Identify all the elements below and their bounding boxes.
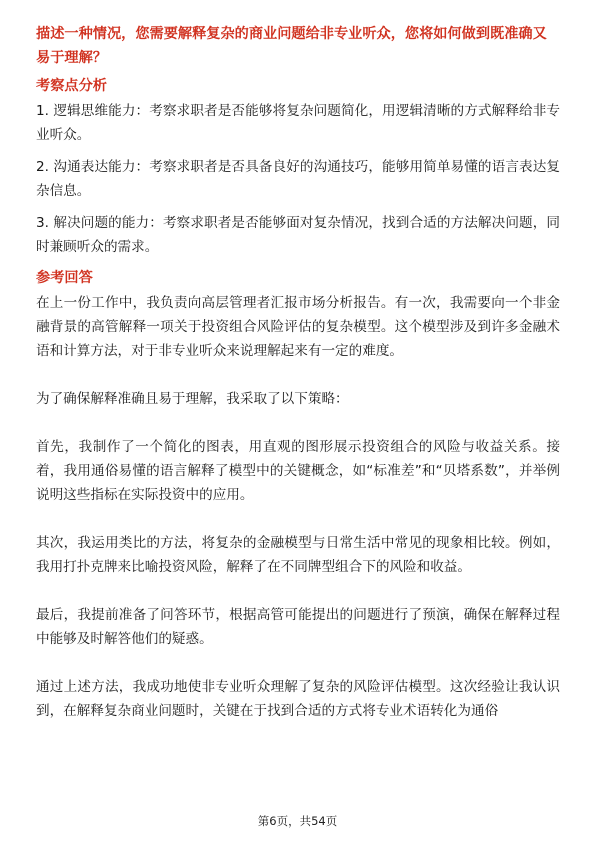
answer-paragraph-2: 为了确保解释准确且易于理解，我采取了以下策略： [36, 391, 349, 407]
paragraph-gap [36, 513, 560, 531]
analysis-item-3: 3. 解决问题的能力：考察求职者是否能够面对复杂情况，找到合适的方法解决问题，同时兼顾听众的需求。 [36, 215, 560, 255]
paragraph-gap [36, 585, 560, 603]
document-page [36, 22, 560, 729]
paragraph-gap [36, 417, 560, 435]
analysis-item-2: 2. 沟通表达能力：考察求职者是否具备良好的沟通技巧，能够用简单易懂的语言表达复杂信息。 [36, 159, 560, 199]
answer-paragraph-4: 其次，我运用类比的方法，将复杂的金融模型与日常生活中常见的现象相比较。例如，我用打扑克牌来比喻投资风险，解释了在不同牌型组合下的风险和收益。 [36, 535, 560, 575]
paragraph-gap [36, 369, 560, 387]
answer-paragraph-1: 在上一份工作中，我负责向高层管理者汇报市场分析报告。有一次，我需要向一个非金融背景的高管解释一项关于投资组合风险评估的复杂模型。这个模型涉及到许多金融术语和计算方法，对于非专业听众来说理解起来有一定的难度。 [36, 295, 560, 359]
answer-paragraph-3: 首先，我制作了一个简化的图表，用直观的图形展示投资组合的风险与收益关系。接着，我用通俗易懂的语言解释了模型中的关键概念，如“标准差”和“贝塔系数”，并举例说明这些指标在实际投资中的应用。 [36, 439, 560, 503]
analysis-section-title: 考察点分析 [36, 78, 107, 94]
page-number: 第6页，共54页 [257, 814, 338, 828]
analysis-item-1: 1. 逻辑思维能力：考察求职者是否能够将复杂问题简化，用逻辑清晰的方式解释给非专业听众。 [36, 103, 560, 143]
answer-paragraph-5: 最后，我提前准备了问答环节，根据高管可能提出的问题进行了预演，确保在解释过程中能够及时解答他们的疑惑。 [36, 607, 560, 647]
answer-paragraph-6: 通过上述方法，我成功地使非专业听众理解了复杂的风险评估模型。这次经验让我认识到，在解释复杂商业问题时，关键在于找到合适的方式将专业术语转化为通俗 [36, 679, 560, 719]
answer-section-title: 参考回答 [36, 270, 93, 286]
interview-question: 描述一种情况，您需要解释复杂的商业问题给非专业听众，您将如何做到既准确又易于理解？ [36, 26, 547, 66]
paragraph-gap [36, 657, 560, 675]
